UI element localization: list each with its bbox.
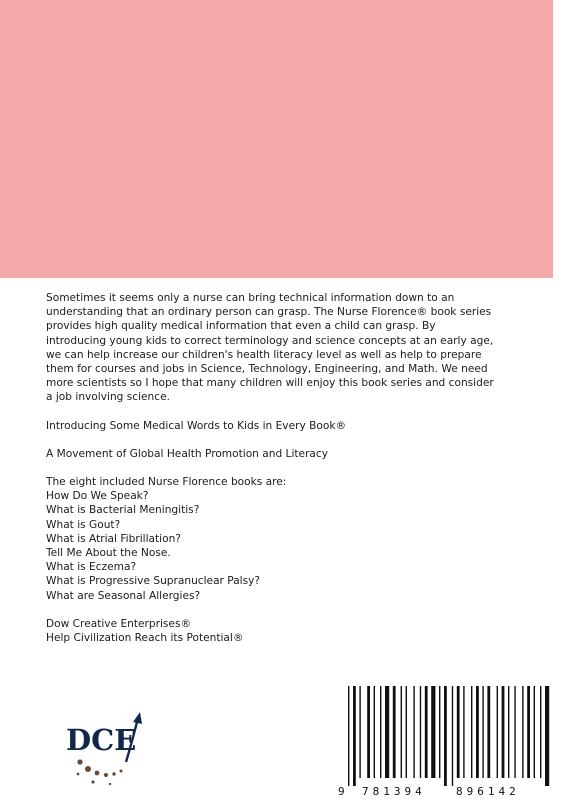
barcode-bar [401,686,402,778]
logo-arrow-head [133,712,142,724]
book-title: What is Progressive Supranuclear Palsy? [46,575,261,588]
barcode-bar [522,686,523,778]
barcode-bar [457,686,460,778]
book-title: Tell Me About the Nose. [46,547,171,560]
barcode-bar [471,686,472,778]
barcode-bar [482,686,483,778]
barcode-group-2: 896142 [456,785,520,798]
barcode-bars [348,686,549,786]
barcode-bar [527,686,530,778]
book-title: What is Bacterial Meningitis? [46,504,200,517]
dce-logo [66,712,186,792]
logo-dots [77,759,123,785]
book-title: What are Seasonal Allergies? [46,589,201,602]
book-list [46,489,498,603]
barcode-bar [353,686,356,786]
barcode-bar [487,686,490,778]
books-intro: The eight included Nurse Florence books are: [46,476,287,489]
barcode-bar [540,686,541,778]
dce-logo-text: DCE [66,723,137,757]
barcode-bar [476,686,479,778]
barcode-bar [545,686,549,786]
barcode-bar [463,686,464,778]
barcode-bar [385,686,389,778]
pink-cover-band [0,0,553,278]
book-title: What is Atrial Fibrillation? [46,532,181,545]
barcode-bar [431,686,435,778]
book-title: What is Gout? [46,518,121,531]
barcode-bar [439,686,440,778]
barcode-bar [508,686,509,778]
barcode-bar [359,686,360,778]
isbn-barcode [334,682,556,800]
barcode-bar [393,686,396,778]
slogan-global-health: A Movement of Global Health Promotion and Literacy [46,447,329,460]
barcode-bar [497,686,498,778]
publisher-tagline: Help Civilization Reach its Potential® [46,632,244,645]
barcode-bar [444,686,447,786]
barcode-bar [502,686,505,778]
book-title: How Do We Speak? [46,490,149,503]
barcode-bar [452,686,453,786]
barcode-bar [367,686,370,778]
barcode-bar [420,686,421,778]
slogan-medical-words: Introducing Some Medical Words to Kids in Every Book® [46,419,347,432]
barcode-bar [413,686,414,778]
back-cover-text [46,291,498,645]
barcode-lead-digit: 9 [338,785,345,798]
barcode-bar [380,686,381,778]
barcode-bar [425,686,428,778]
barcode-bar [534,686,535,778]
barcode-bar [374,686,375,778]
publisher-name: Dow Creative Enterprises® [46,617,192,630]
barcode-group-1: 781394 [362,785,426,798]
book-title: What is Eczema? [46,561,137,574]
barcode-bar [406,686,407,778]
barcode-bar [514,686,515,778]
description-paragraph: Sometimes it seems only a nurse can bring technical information down to an understanding that an ordinary person can grasp. The Nurse Florence® book series provides high quality medical information that even a child can grasp. By introducing young kids to correct terminology and science concepts at an early age, we can help increase our children's health literacy level as well as help to prepare them for courses and jobs in Science, Technology, Engineering, and Math. We need more scientists so I hope that many children will enjoy this book series and consider a job involving science. [46,292,494,404]
barcode-bar [348,686,349,786]
